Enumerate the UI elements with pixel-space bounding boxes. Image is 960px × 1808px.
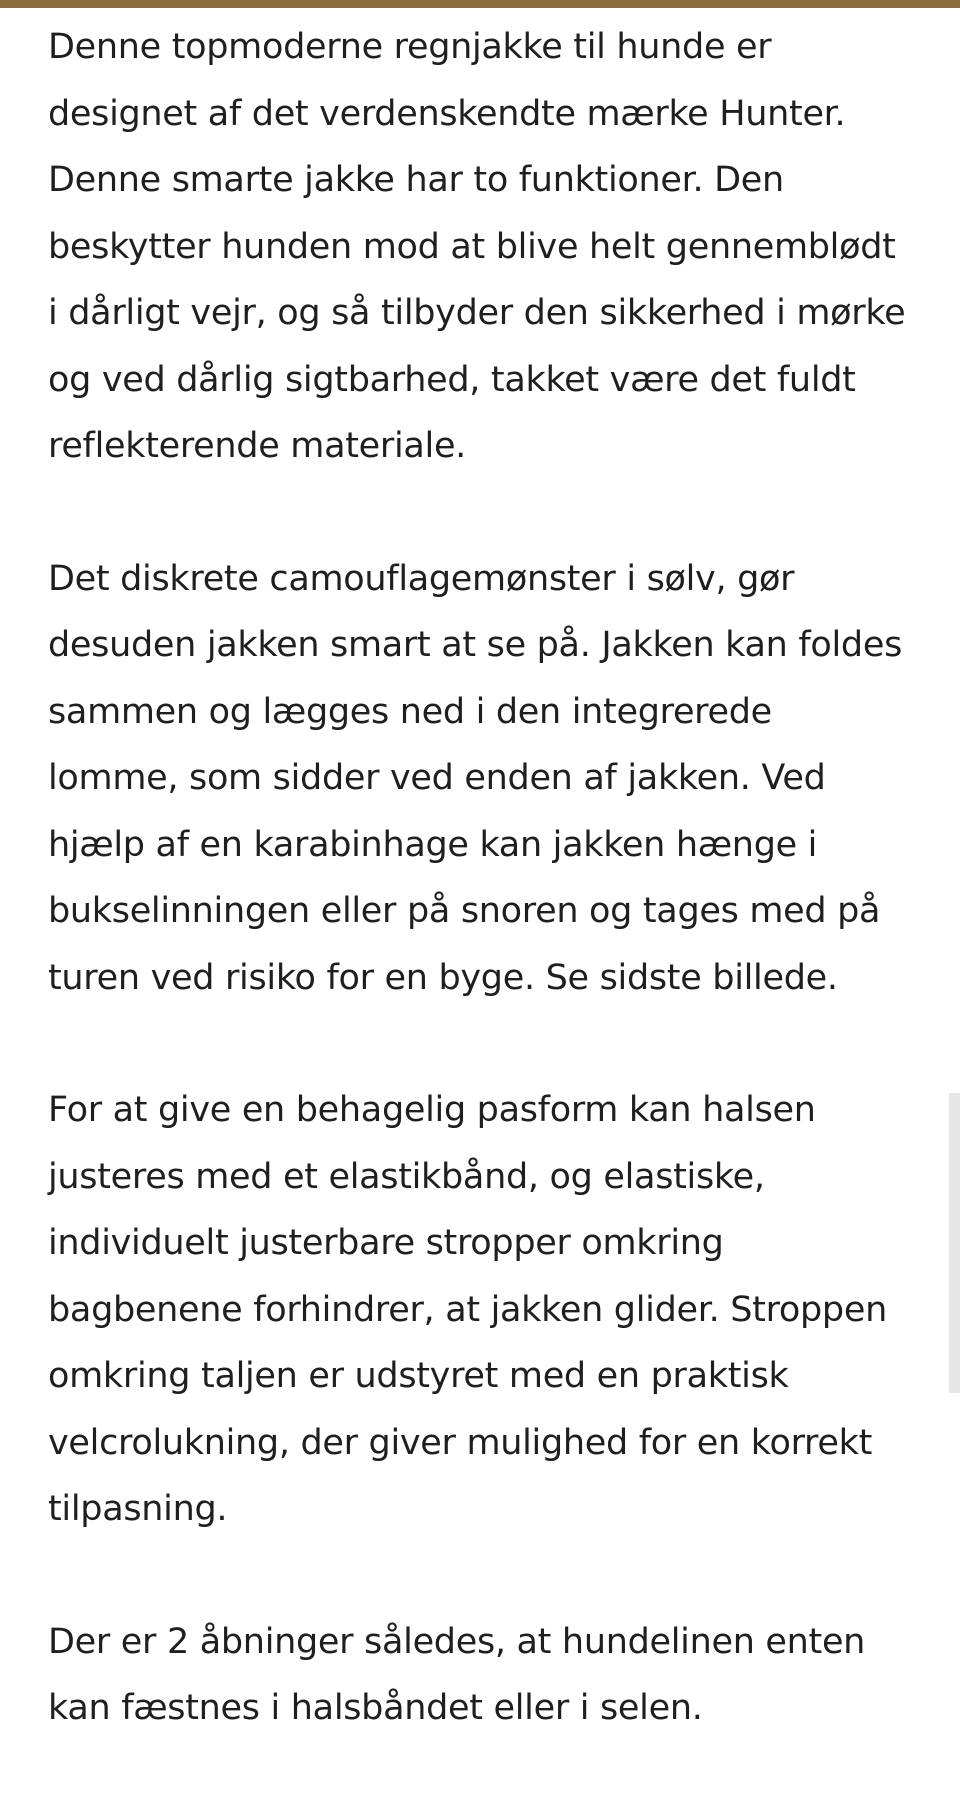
description-paragraph-4: Der er 2 åbninger således, at hundelinen enten kan fæstnes i halsbåndet eller i selen. <box>48 1621 866 1728</box>
scrollbar[interactable] <box>949 1093 960 1393</box>
product-description <box>48 14 928 1808</box>
description-paragraph-2: Det diskrete camouflagemønster i sølv, gør desuden jakken smart at se på. Jakken kan foldes sammen og lægges ned i den integrerede lomme, som sidder ved enden af jakken. Ved hjælp af en karabinhage kan jakken hænge i bukselinningen eller på snoren og tages med på turen ved risiko for en byge. Se sidste billede. <box>48 558 903 998</box>
description-paragraph-1: Denne topmoderne regnjakke til hunde er designet af det verdenskendte mærke Hunter. Denne smarte jakke har to funktioner. Den beskytter hunden mod at blive helt gennemblødt i dårligt vejr, og så tilbyder den sikkerhed i mørke og ved dårlig sigtbarhed, takket være det fuldt reflekterende materiale. <box>48 27 906 466</box>
description-paragraph-3: For at give en behagelig pasform kan halsen justeres med et elastikbånd, og elastiske, individuelt justerbare stropper omkring bagbenene forhindrer, at jakken glider. Stroppen omkring taljen er udstyret med en praktisk velcrolukning, der giver mulighed for en korrekt tilpasning. <box>48 1090 887 1529</box>
header-accent-bar <box>0 0 960 8</box>
